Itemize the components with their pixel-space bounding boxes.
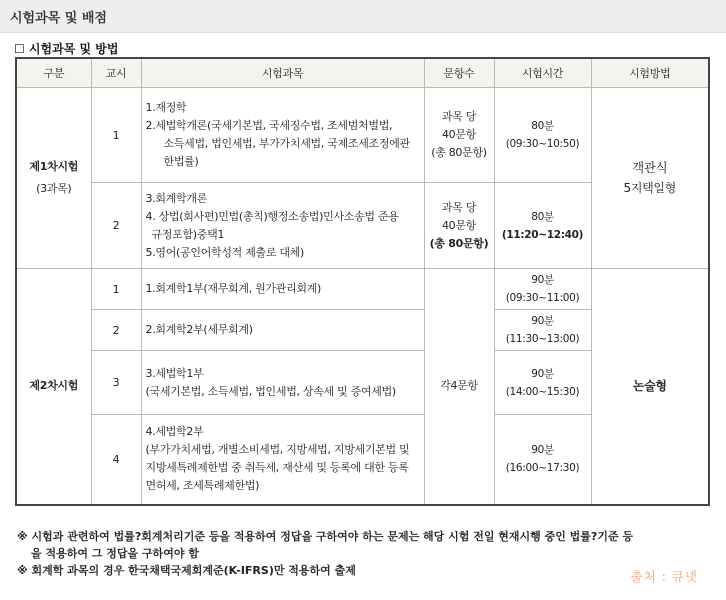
questions-cell — [424, 183, 494, 269]
time-value: 80분 — [531, 210, 554, 223]
subject-line: (부가가치세법, 개별소비세법, 지방세법, 지방세기본법 및 — [145, 443, 410, 457]
time-range: (16:00~17:30) — [505, 462, 580, 475]
period-cell: 1 — [91, 269, 141, 310]
subject-line: 3.회계학개론 — [145, 191, 208, 205]
period-cell: 1 — [91, 88, 141, 183]
time-value: 90분 — [531, 367, 554, 380]
header-period: 교시 — [91, 58, 141, 88]
subject-line: 지방세특례제한법 중 취득세, 재산세 및 등록에 대한 등록 — [145, 461, 409, 475]
time-range: (14:00~15:30) — [505, 385, 580, 398]
time-range: (11:20~12:40) — [501, 228, 584, 241]
questions-line: (총 80문항) — [429, 236, 489, 250]
time-range: (09:30~10:50) — [505, 138, 580, 150]
time-cell — [494, 269, 591, 310]
questions-line: 과목 당 — [441, 200, 477, 214]
phase1-method-main: 객관식 — [632, 160, 668, 175]
header-category: 구분 — [16, 58, 91, 88]
subject-line: 4. 상법(회사편)민법(총칙)행정소송법)민사소송법 준용 — [145, 209, 399, 223]
phase2-questions-cell: 각4문항 — [424, 269, 494, 505]
phase2-method: 논술형 — [632, 379, 667, 394]
subject-line: 2.세법학개론(국세기본법, 국세징수법, 조세범처벌법, — [145, 119, 393, 132]
notes — [17, 528, 717, 579]
header-subjects: 시험과목 — [141, 58, 424, 88]
subject-line: 4.세법학2부 — [145, 425, 204, 439]
subject-line: 1.회계학1부(재무회계, 원가관리회계) — [145, 282, 322, 295]
subjects-cell — [141, 183, 424, 269]
subjects-cell — [141, 310, 424, 351]
subject-line: 한법률) — [163, 155, 199, 168]
period-cell: 2 — [91, 183, 141, 269]
questions-line: 40문항 — [441, 128, 477, 141]
subject-line: 2.회계학2부(세무회계) — [145, 323, 253, 336]
time-cell — [494, 183, 591, 269]
phase2-label-cell — [16, 269, 91, 505]
phase1-label-cell — [16, 88, 91, 269]
subject-line: 규정포함)중택1 — [151, 227, 225, 241]
page-header — [0, 0, 726, 33]
section-title: ☐ 시험과목 및 방법 — [14, 42, 119, 56]
time-value: 90분 — [531, 444, 554, 457]
questions-line: 40문항 — [441, 218, 477, 232]
phase1-method-cell — [591, 88, 709, 269]
source-credit: 출처 : 큐넷 — [630, 569, 698, 584]
time-value: 90분 — [531, 274, 554, 286]
questions-cell — [424, 88, 494, 183]
time-value: 80분 — [531, 120, 554, 132]
subject-line: 3.세법학1부 — [145, 366, 204, 380]
subjects-cell — [141, 351, 424, 415]
note-line: ※ 시험과 관련하여 법률?회계처리기준 등을 적용하여 정답을 구하여야 하는 문제는 해당 시험 전일 현재시행 중인 법률?기준 등 — [17, 530, 634, 543]
subjects-cell — [141, 88, 424, 183]
phase2-label: 제2차시험 — [29, 379, 79, 393]
period-cell: 2 — [91, 310, 141, 351]
exam-table — [15, 57, 710, 506]
period-cell: 3 — [91, 351, 141, 415]
time-range: (09:30~11:00) — [505, 292, 580, 304]
questions-line: 과목 당 — [441, 110, 477, 123]
time-cell — [494, 351, 591, 415]
subject-line: 소득세법, 법인세법, 부가가치세법, 국제조세조정에관 — [163, 137, 410, 150]
period-cell: 4 — [91, 415, 141, 505]
note-line: ※ 회계학 과목의 경우 한국채택국제회계준(K-IFRS)만 적용하여 출제 — [17, 564, 356, 577]
phase1-label: 제1차시험 — [29, 160, 79, 173]
questions-line: (총 80문항) — [431, 146, 487, 159]
time-cell — [494, 88, 591, 183]
phase1-method-sub: 5지택일형 — [623, 181, 676, 195]
time-cell — [494, 415, 591, 505]
page-title: 시험과목 및 배점 — [10, 10, 107, 26]
header-method: 시험방법 — [591, 58, 709, 88]
table-row — [16, 88, 709, 183]
time-range: (11:30~13:00) — [505, 333, 580, 345]
phase2-method-cell — [591, 269, 709, 505]
phase1-sub: (3과목) — [36, 182, 72, 195]
time-cell — [494, 310, 591, 351]
note-line: 을 적용하여 그 정답을 구하여야 함 — [31, 547, 199, 560]
subjects-cell — [141, 415, 424, 505]
subject-line: 5.영어(공인어학성적 제출로 대체) — [145, 245, 305, 259]
subjects-cell — [141, 269, 424, 310]
subject-line: 1.재정학 — [145, 101, 187, 114]
table-row — [16, 269, 709, 310]
subject-line: 면허세, 조세특례제한법) — [145, 479, 260, 493]
header-questions: 문항수 — [424, 58, 494, 88]
header-time: 시험시간 — [494, 58, 591, 88]
subject-line: (국세기본법, 소득세법, 법인세법, 상속세 및 증여세법) — [145, 384, 396, 398]
time-value: 90분 — [531, 315, 554, 327]
table-header-row — [16, 58, 709, 88]
